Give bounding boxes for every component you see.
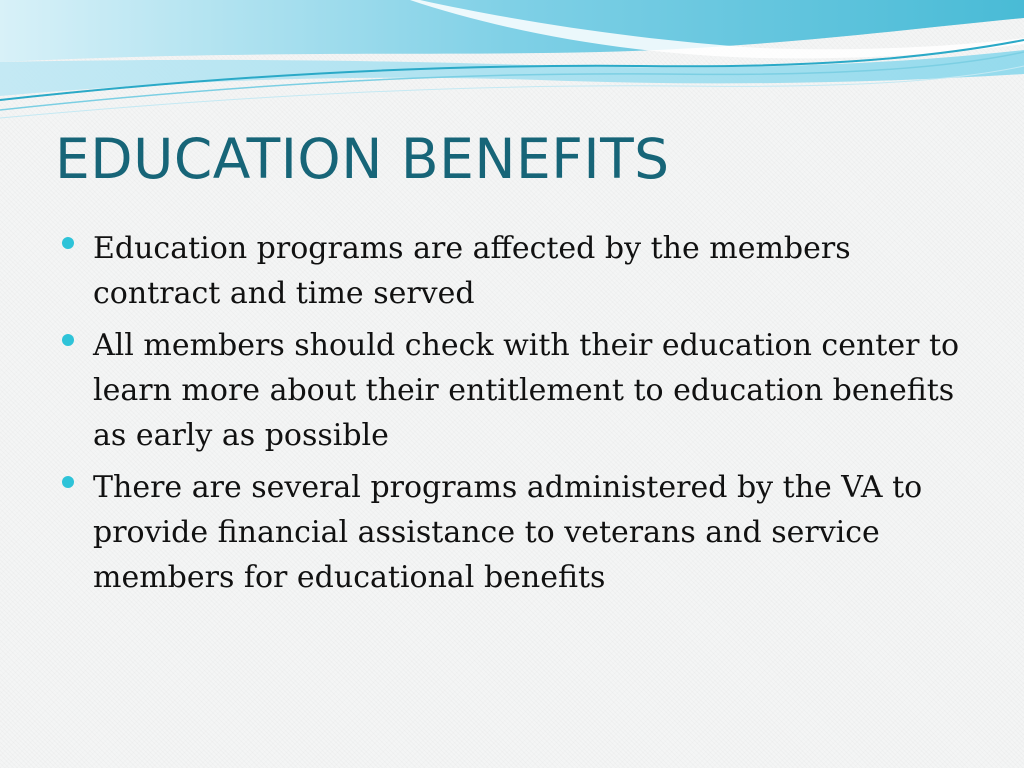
- bullet-dot-icon: [62, 237, 74, 249]
- bullet-item: [62, 226, 982, 316]
- bullet-item: [62, 465, 982, 600]
- bullet-text: There are several programs administered by the VA to provide financial assistance to veterans and service members for educational benefits: [93, 470, 923, 595]
- bullet-text: Education programs are affected by the members contract and time served: [93, 231, 851, 311]
- bullet-item: [62, 323, 982, 458]
- bullet-dot-icon: [62, 476, 74, 488]
- bullet-dot-icon: [62, 334, 74, 346]
- slide-title: EDUCATION BENEFITS: [55, 127, 670, 191]
- bullet-text: All members should check with their education center to learn more about their entitlement to education benefits as early as possible: [93, 328, 960, 453]
- header-wave-decoration: [0, 0, 1024, 130]
- bullet-list: [62, 226, 982, 607]
